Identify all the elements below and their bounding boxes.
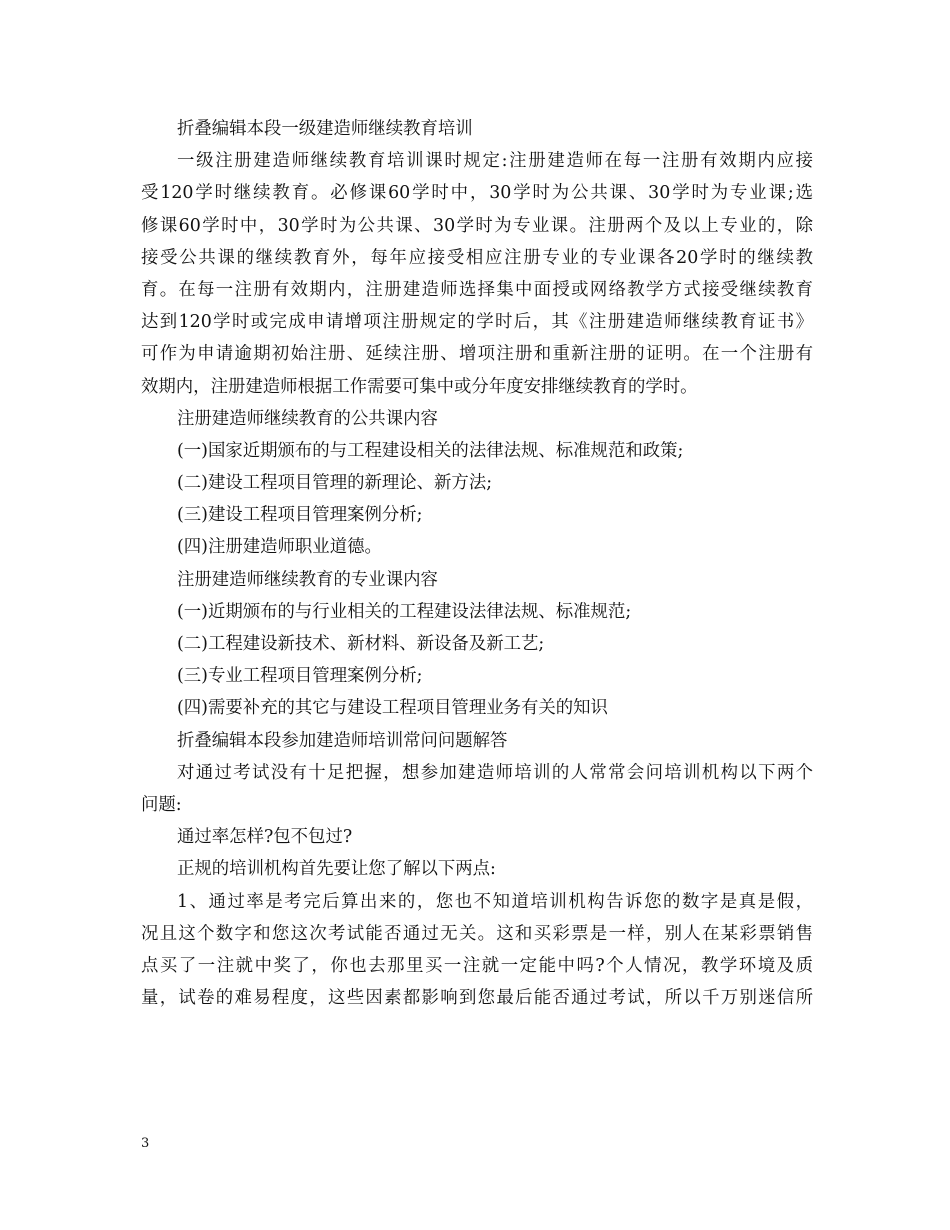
paragraph-line: 正规的培训机构首先要让您了解以下两点: [177, 859, 496, 880]
public-course-heading: 注册建造师继续教育的公共课内容 [177, 408, 438, 429]
list-item: (四)需要补充的其它与建设工程项目管理业务有关的知识 [177, 698, 608, 719]
paragraph-line: 修课60学时中，30学时为公共课、30学时为专业课。注册两个及以上专业的，除 [141, 215, 813, 236]
list-item: (三)专业工程项目管理案例分析; [177, 666, 423, 687]
list-item: (二)建设工程项目管理的新理论、新方法; [177, 473, 493, 494]
paragraph-line: 1、通过率是考完后算出来的，您也不知道培训机构告诉您的数字是真是假， [177, 891, 813, 912]
paragraph-line: 接受公共课的继续教育外，每年应接受相应注册专业的专业课各20学时的继续教 [141, 247, 813, 268]
paragraph-line: 育。在每一注册有效期内，注册建造师选择集中面授或网络教学方式接受继续教育 [141, 279, 813, 300]
paragraph-line: 可作为申请逾期初始注册、延续注册、增项注册和重新注册的证明。在一个注册有 [141, 344, 813, 365]
list-item: (二)工程建设新技术、新材料、新设备及新工艺; [177, 634, 545, 654]
paragraph-line: 一级注册建造师继续教育培训课时规定:注册建造师在每一注册有效期内应接 [177, 151, 813, 172]
paragraph-line: 点买了一注就中奖了，你也去那里买一注就一定能中吗?个人情况，教学环境及质 [141, 955, 813, 976]
question-line: 通过率怎样?包不包过? [177, 827, 353, 848]
paragraph-line: 问题: [141, 794, 182, 815]
list-item: (三)建设工程项目管理案例分析; [177, 505, 423, 526]
list-item: (一)近期颁布的与行业相关的工程建设法律法规、标准规范; [177, 601, 632, 622]
page-number: 3 [141, 1136, 150, 1151]
paragraph-line: 量，试卷的难易程度，这些因素都影响到您最后能否通过考试，所以千万别迷信所 [141, 988, 813, 1009]
document-body [141, 113, 813, 1014]
paragraph-line: 效期内，注册建造师根据工作需要可集中或分年度安排继续教育的学时。 [141, 376, 698, 397]
professional-course-heading: 注册建造师继续教育的专业课内容 [177, 569, 438, 590]
paragraph-line: 对通过考试没有十足把握，想参加建造师培训的人常常会问培训机构以下两个 [177, 762, 813, 783]
section-heading-faq: 折叠编辑本段参加建造师培训常问问题解答 [177, 730, 508, 751]
paragraph-line: 况且这个数字和您这次考试能否通过无关。这和买彩票是一样，别人在某彩票销售 [141, 923, 813, 944]
section-heading-continuing-education: 折叠编辑本段一级建造师继续教育培训 [177, 119, 473, 139]
list-item: (一)国家近期颁布的与工程建设相关的法律法规、标准规范和政策; [177, 440, 684, 461]
paragraph-line: 受120学时继续教育。必修课60学时中，30学时为公共课、30学时为专业课;选 [141, 183, 813, 204]
list-item: (四)注册建造师职业道德。 [177, 537, 382, 558]
paragraph-line: 达到120学时或完成申请增项注册规定的学时后，其《注册建造师继续教育证书》 [141, 312, 813, 333]
